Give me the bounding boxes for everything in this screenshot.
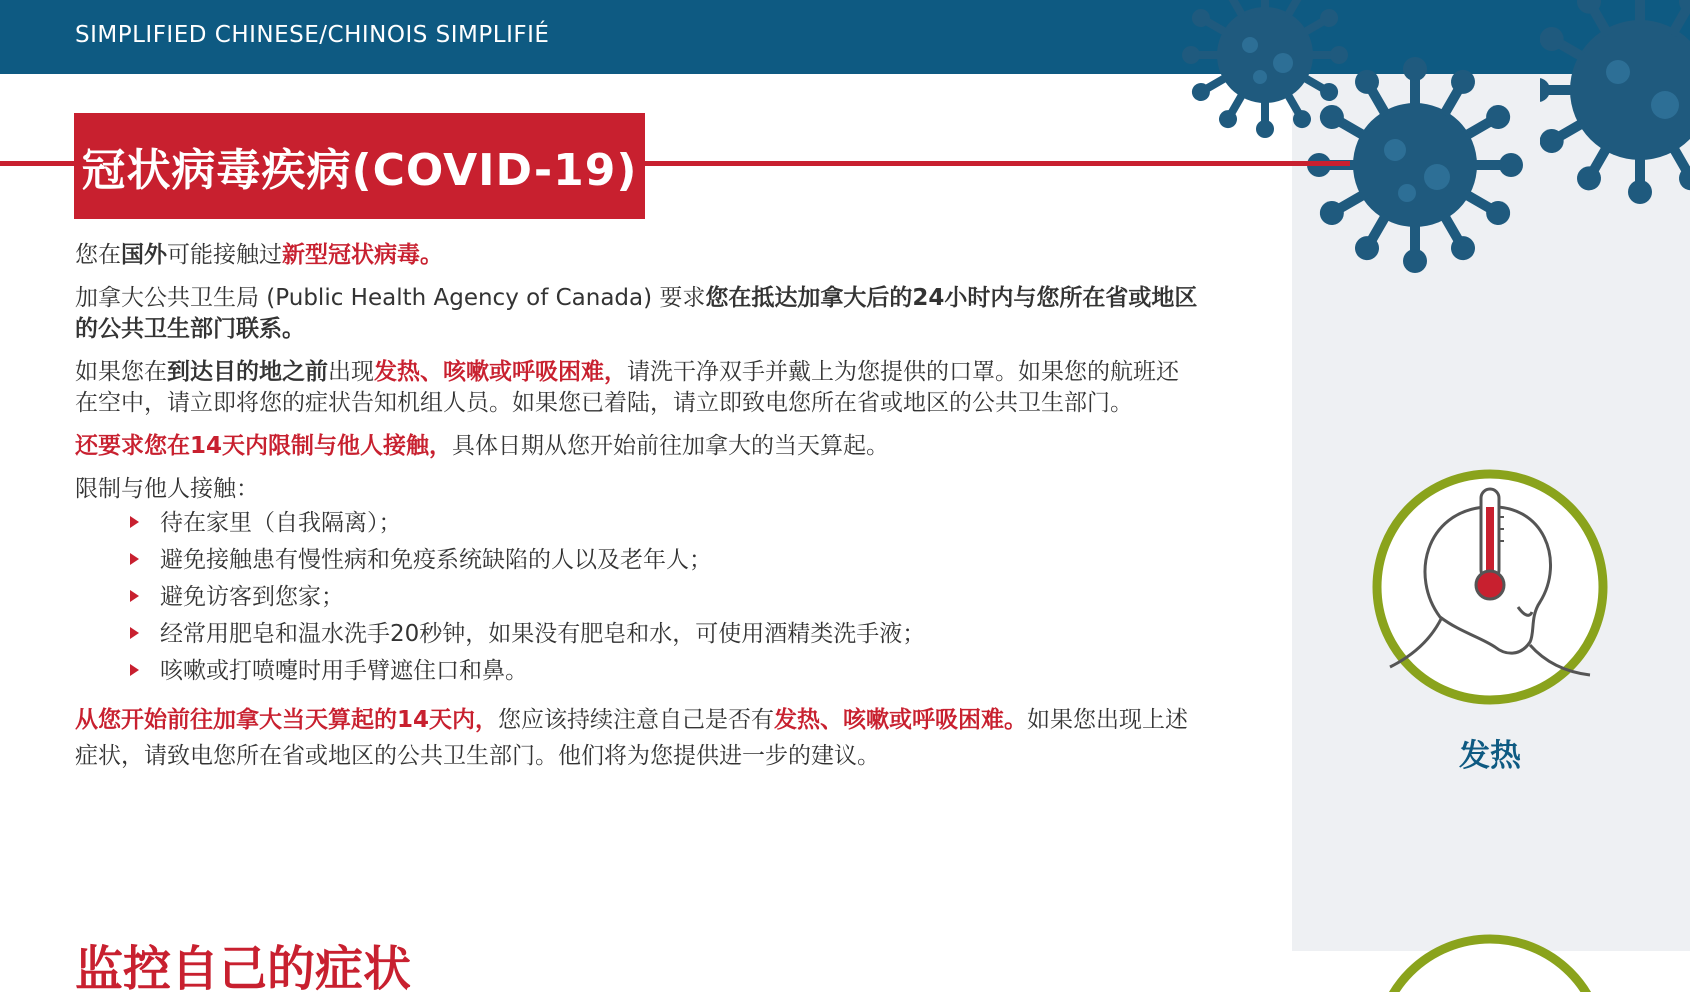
alert-text: 发热、咳嗽或呼吸困难，: [374, 359, 627, 385]
paragraph-limit-contact: [75, 431, 1200, 462]
text: 可能接触过: [167, 242, 282, 268]
text: 出现: [328, 359, 374, 385]
text: 如果您在: [75, 359, 167, 385]
bullet-icon: [130, 516, 139, 528]
virus-icon: [1540, 0, 1690, 205]
list-item: [130, 505, 1200, 542]
bullet-icon: [130, 627, 139, 639]
text: 请洗干净双手并戴上为您提供的口罩。如果您的航班还在空中，请立即将您的症状告知机组人员。如果您已着陆，请立即致电您所在省或地区的公共卫生部门。: [75, 359, 1179, 416]
alert-text: 从您开始前往加拿大当天算起的14天内，: [75, 707, 499, 733]
main-content: [75, 240, 1200, 786]
list-item: [130, 542, 1200, 579]
emphasis: 您在抵达加拿大后的24小时内与您所在省或地区的公共卫生部门联系。: [75, 285, 1198, 342]
alert-text: 发热、咳嗽或呼吸困难。: [774, 707, 1028, 733]
emphasis: 到达目的地之前: [167, 359, 328, 385]
text: 您在: [75, 242, 121, 268]
symptom-icon-circle: [1370, 932, 1610, 992]
paragraph-symptoms-in-transit: [75, 357, 1200, 419]
list-item-text: 避免接触患有慢性病和免疫系统缺陷的人以及老年人；: [160, 547, 712, 573]
paragraph-monitor: [75, 702, 1200, 774]
text: 加拿大公共卫生局 (Public Health Agency of Canada) 要求: [75, 285, 706, 311]
list-item-text: 避免访客到您家；: [160, 584, 344, 610]
bullet-icon: [130, 664, 139, 676]
symptom-label: 发热: [1459, 738, 1521, 774]
text: 如果您出现上述症状，请致电您所在省或地区的公共卫生部门。他们将为您提供进一步的建议。: [75, 707, 1189, 769]
page-title-box: [74, 113, 645, 219]
section-heading-monitor: 监控自己的症状: [75, 941, 412, 997]
alert-text: 新型冠状病毒。: [282, 242, 443, 268]
fever-thermometer-head-icon: [1370, 467, 1610, 707]
text: 您应该持续注意自己是否有: [498, 707, 775, 733]
paragraph-exposure: [75, 240, 1200, 271]
alert-text: 还要求您在14天内限制与他人接触，: [75, 433, 453, 459]
list-item-text: 待在家里（自我隔离）；: [160, 510, 402, 536]
text: 具体日期从您开始前往加拿大的当天算起。: [452, 433, 890, 459]
language-label: SIMPLIFIED CHINESE/CHINOIS SIMPLIFIÉ: [75, 22, 550, 48]
bullet-icon: [130, 553, 139, 565]
list-item-text: 经常用肥皂和温水洗手20秒钟，如果没有肥皂和水，可使用酒精类洗手液；: [160, 621, 926, 647]
limit-intro: 限制与他人接触：: [75, 476, 259, 502]
list-item: [130, 579, 1200, 616]
paragraph-contact-requirement: [75, 283, 1200, 345]
emphasis: 国外: [121, 242, 167, 268]
list-item-text: 咳嗽或打喷嚏时用手臂遮住口和鼻。: [160, 658, 528, 684]
bullet-icon: [130, 590, 139, 602]
page-title: 冠状病毒疾病(COVID-19): [81, 145, 638, 196]
list-item: [130, 653, 1200, 690]
limit-list: [75, 505, 1200, 690]
list-item: [130, 616, 1200, 653]
